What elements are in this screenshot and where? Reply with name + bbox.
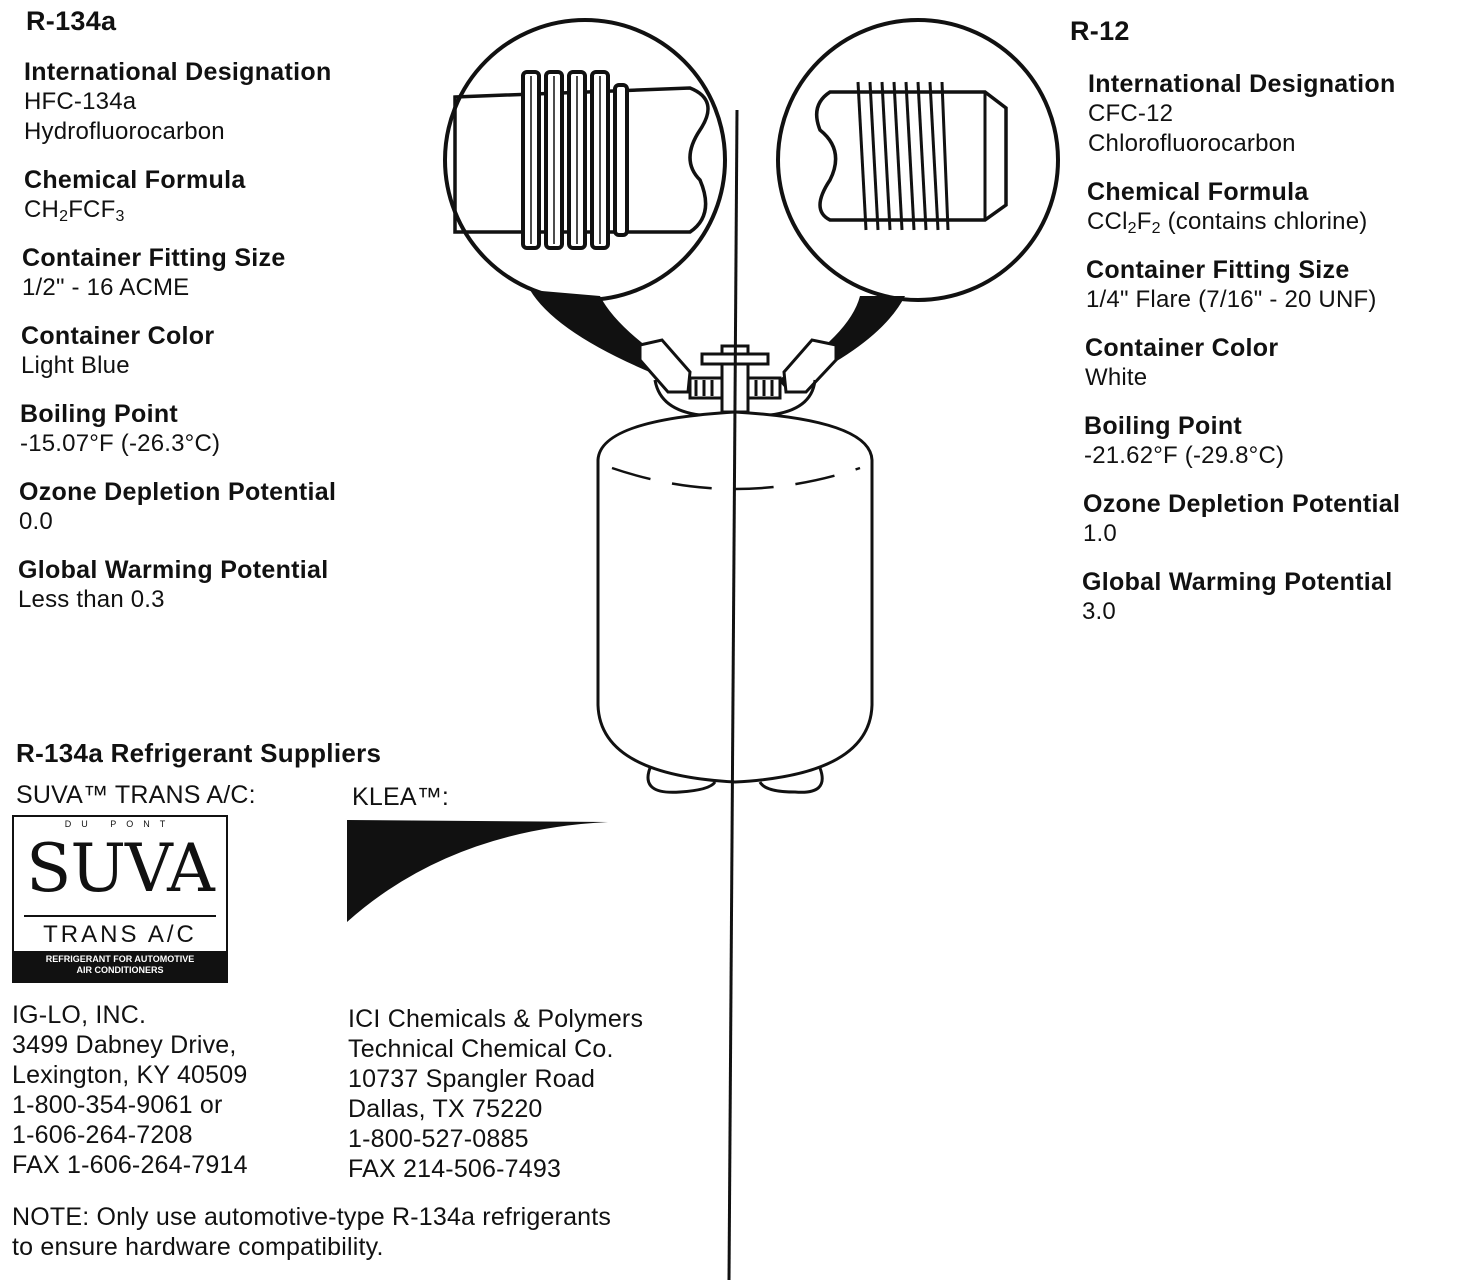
klea-address-line: Dallas, TX 75220: [348, 1095, 543, 1123]
valve-assembly: [640, 340, 836, 415]
r12-ozone-label: Ozone Depletion Potential: [1083, 490, 1401, 518]
r134a-gwp-value: Less than 0.3: [18, 586, 165, 613]
r12-boiling-value: -21.62°F (-29.8°C): [1084, 442, 1285, 469]
r12-specs: [1082, 69, 1401, 645]
suva-address-line: IG-LO, INC.: [12, 1001, 147, 1029]
suva-logo-subtitle: TRANS A/C: [43, 921, 197, 948]
r134a-fitting-value: 1/2" - 16 ACME: [22, 274, 190, 301]
klea-address-line: 1-800-527-0885: [348, 1125, 529, 1153]
r134a-boiling-label: Boiling Point: [20, 400, 179, 428]
r12-gwp-value: 3.0: [1082, 598, 1116, 625]
klea-address-line: 10737 Spangler Road: [348, 1065, 596, 1093]
suva-logo-wordmark: SUVA: [26, 830, 214, 907]
r12-fitting-label: Container Fitting Size: [1086, 256, 1350, 284]
r12-ozone-value: 1.0: [1083, 520, 1117, 547]
r134a-intl-designation-type: Hydrofluorocarbon: [24, 118, 225, 145]
klea-address-line: ICI Chemicals & Polymers: [348, 1005, 644, 1033]
r134a-boiling-value: -15.07°F (-26.3°C): [20, 430, 221, 457]
r134a-title: R-134a: [26, 6, 117, 36]
r134a-specs: [18, 57, 337, 633]
r12-intl-designation-type: Chlorofluorocarbon: [1088, 130, 1296, 157]
r12-formula-label: Chemical Formula: [1087, 178, 1309, 206]
suva-logo-dupont: DU PONT: [64, 819, 176, 829]
suva-logo-rule: [24, 915, 216, 917]
r12-color-label: Container Color: [1085, 334, 1279, 362]
klea-supplier-address: [348, 1004, 643, 1184]
acme-fitting-magnified: [445, 20, 725, 300]
suva-address-line: FAX 1-606-264-7914: [12, 1151, 248, 1179]
r134a-intl-designation-label: International Designation: [24, 58, 332, 86]
suva-address-line: 1-800-354-9061 or: [12, 1091, 223, 1119]
r12-title: R-12: [1070, 16, 1130, 46]
klea-logo: [347, 820, 608, 922]
r134a-intl-designation-value: HFC-134a: [24, 88, 137, 115]
r12-intl-designation-label: International Designation: [1088, 70, 1396, 98]
flare-fitting-magnified: [778, 20, 1058, 300]
suva-logo: [12, 815, 228, 983]
r12-gwp-label: Global Warming Potential: [1082, 568, 1393, 596]
r12-boiling-label: Boiling Point: [1084, 412, 1243, 440]
suva-address-line: 1-606-264-7208: [12, 1121, 193, 1149]
suva-address-line: 3499 Dabney Drive,: [12, 1031, 237, 1059]
r134a-color-value: Light Blue: [21, 352, 130, 379]
suva-address-line: Lexington, KY 40509: [12, 1061, 248, 1089]
klea-address-line: Technical Chemical Co.: [348, 1035, 614, 1063]
suva-logo-banner: [14, 951, 226, 981]
klea-brand-label: KLEA™:: [352, 783, 450, 811]
r12-fitting-value: 1/4" Flare (7/16" - 20 UNF): [1086, 286, 1377, 313]
suva-logo-banner-line1: REFRIGERANT FOR AUTOMOTIVE: [45, 954, 195, 964]
r134a-ozone-value: 0.0: [19, 508, 53, 535]
r134a-fitting-label: Container Fitting Size: [22, 244, 286, 272]
suva-supplier-address: [12, 1000, 248, 1180]
suva-logo-banner-line2: AIR CONDITIONERS: [76, 965, 164, 975]
r134a-formula-label: Chemical Formula: [24, 166, 246, 194]
note-line-2: to ensure hardware compatibility.: [12, 1233, 384, 1261]
r134a-ozone-label: Ozone Depletion Potential: [19, 478, 337, 506]
r134a-color-label: Container Color: [21, 322, 215, 350]
r134a-gwp-label: Global Warming Potential: [18, 556, 329, 584]
r12-intl-designation-value: CFC-12: [1088, 100, 1174, 127]
compatibility-note: [12, 1202, 611, 1262]
suva-brand-label: SUVA™ TRANS A/C:: [16, 781, 256, 809]
note-line-1: NOTE: Only use automotive-type R-134a refrigerants: [12, 1203, 612, 1231]
r12-formula-value: $CCl_2F_2$ (contains chlorine): [1087, 208, 1368, 237]
r134a-formula-value: $CH_2FCF_3$: [24, 196, 125, 225]
r12-color-value: White: [1085, 364, 1148, 391]
klea-address-line: FAX 214-506-7493: [348, 1155, 562, 1183]
suppliers-heading: R-134a Refrigerant Suppliers: [16, 738, 382, 768]
